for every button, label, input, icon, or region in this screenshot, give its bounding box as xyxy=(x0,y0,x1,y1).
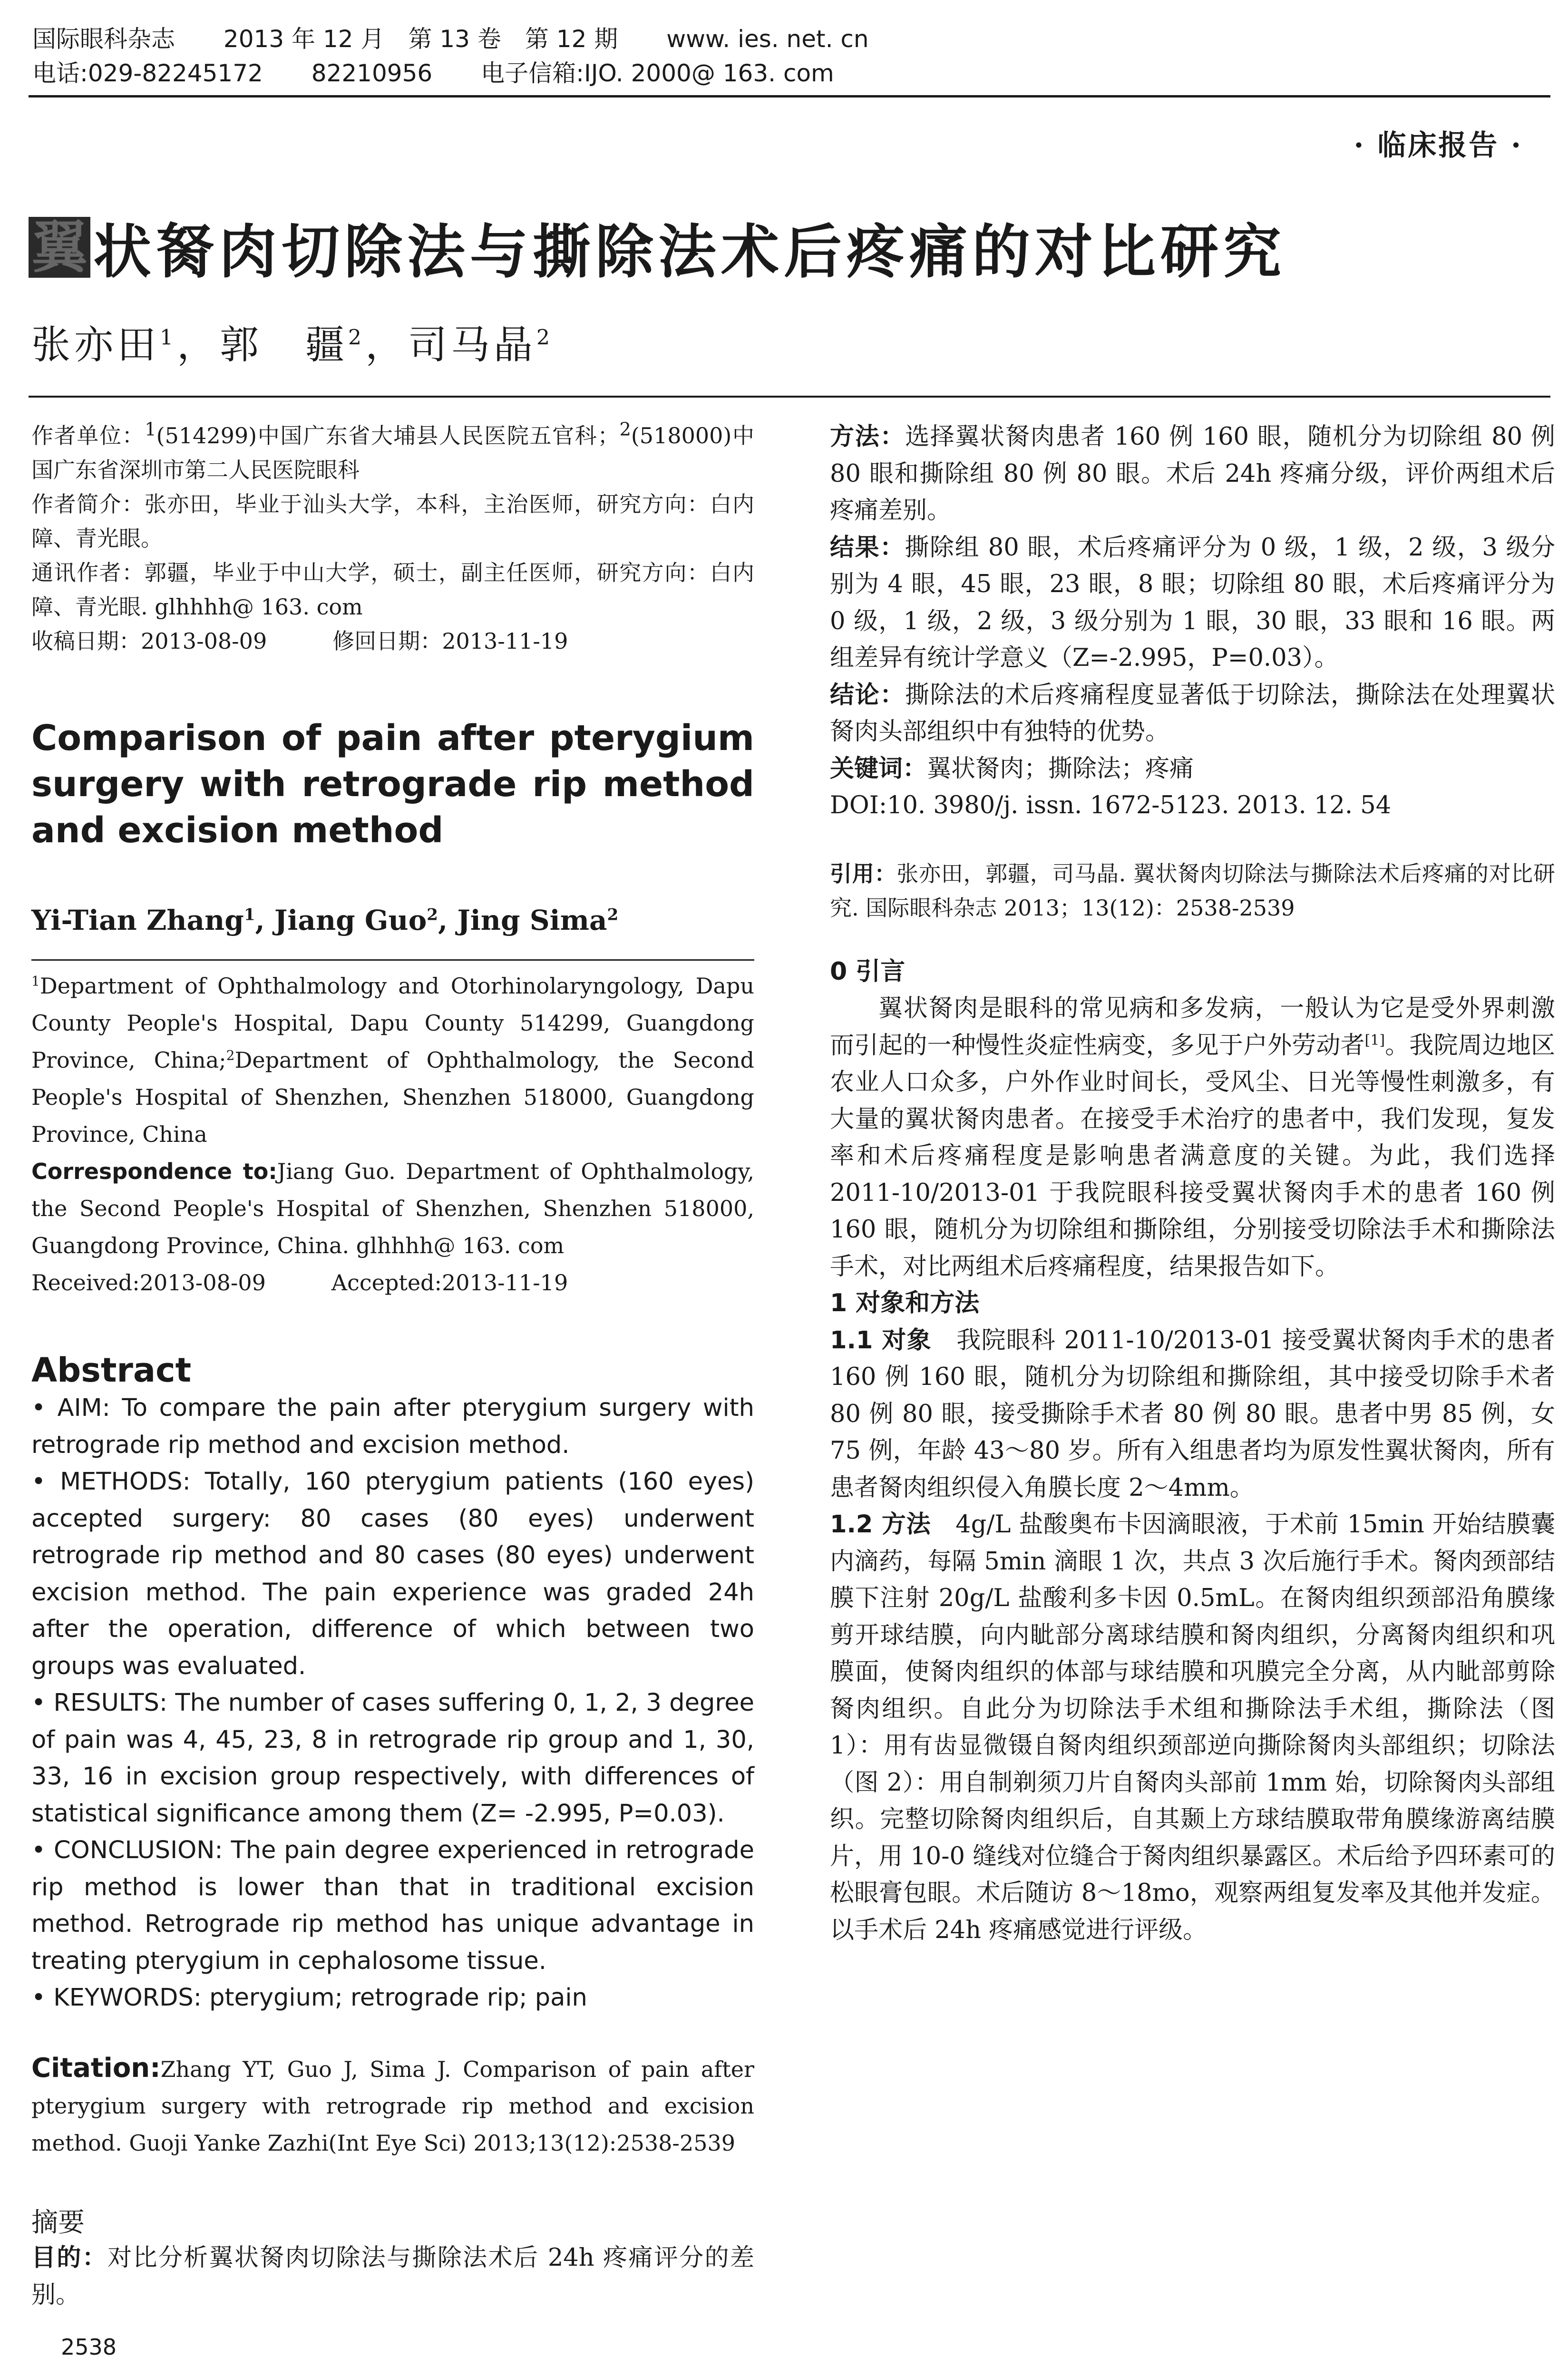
cn-citation-text: 张亦田，郭疆，司马晶. 翼状胬肉切除法与撕除法术后疼痛的对比研究. 国际眼科杂志 2013；13(12)：2538-2539 xyxy=(830,860,1556,921)
en-author-2: , Jiang Guo xyxy=(255,904,427,936)
corresponding-author: 通讯作者：郭疆，毕业于中山大学，硕士，副主任医师，研究方向：白内障、青光眼. glhhhh@ 163. com xyxy=(31,560,754,620)
conclusion-text: 撕除法的术后疼痛程度显著低于切除法，撕除法在处理翼状胬肉头部组织中有独特的优势。 xyxy=(830,681,1555,746)
affil-1: Department of Ophthalmology and Otorhinolaryngology, Dapu County People's Hospital, Dapu County 514299, Guangdong Province, China; xyxy=(31,973,754,1073)
en-dates: Received:2013-08-09 Accepted:2013-11-19 xyxy=(31,1270,568,1296)
journal-website: www. ies. net. cn xyxy=(666,25,869,53)
journal-name: 国际眼科杂志 xyxy=(32,25,175,53)
conclusion-label: 结论： xyxy=(830,681,905,709)
affil-sup-1: 1 xyxy=(31,973,40,989)
keywords-label: 关键词： xyxy=(830,754,927,783)
cn-abstract-aim xyxy=(31,2240,754,2313)
objects-label: 1.1 对象 xyxy=(830,1326,932,1354)
cn-abstract-conclusion xyxy=(830,677,1555,750)
abstract-heading: Abstract xyxy=(31,1351,192,1390)
page-number: 2538 xyxy=(61,2334,117,2360)
en-author-2-sup: 2 xyxy=(427,905,438,925)
correspondence-label: Correspondence to: xyxy=(31,1159,277,1184)
left-column xyxy=(31,419,754,2313)
en-author-3: , Jing Sima xyxy=(438,904,607,936)
author-3: ，司马晶 xyxy=(365,322,537,368)
email: 电子信箱:IJO. 2000@ 163. com xyxy=(481,59,834,87)
unit-sup-1: 1 xyxy=(145,419,156,440)
methods-label: 方法： xyxy=(830,423,906,451)
author-3-sup: 2 xyxy=(536,325,554,350)
cn-citation xyxy=(830,857,1555,925)
cn-abstract-results xyxy=(830,529,1555,677)
method-paragraph xyxy=(830,1506,1555,1948)
doi[interactable]: DOI:10. 3980/j. issn. 1672-5123. 2013. 12. 54 xyxy=(830,791,1392,819)
header-line-2 xyxy=(32,56,1554,90)
results-text: 撕除组 80 眼，术后疼痛评分为 0 级，1 级，2 级，3 级分别为 4 眼，45 眼，23 眼，8 眼；切除组 80 眼，术后疼痛评分为 0 级，1 级，2 级，3 级分别为 1 眼，30 眼，33 眼和 16 眼。两组差异有统计学意义（Z=-2.995，P=0.03）。 xyxy=(830,533,1555,672)
en-author-1: Yi-Tian Zhang xyxy=(31,904,244,936)
cn-abstract-heading: 摘要 xyxy=(31,2207,85,2238)
author-bio: 作者简介：张亦田，毕业于汕头大学，本科，主治医师，研究方向：白内障、青光眼。 xyxy=(31,491,754,551)
cn-abstract-keywords xyxy=(830,750,1555,788)
unit-sup-2: 2 xyxy=(619,419,631,440)
article-title xyxy=(29,205,1286,289)
objects-text: 我院眼科 2011-10/2013-01 接受翼状胬肉手术的患者 160 例 160 眼，随机分为切除组和撕除组，其中接受切除手术者 80 例 80 眼，接受撕除手术者 80 例 80 眼。患者中男 85 例，女 75 例，年龄 43～80 岁。所有入组患者均为原发性翼状胬肉，所有患者胬肉组织侵入角膜长度 2～4mm。 xyxy=(830,1326,1555,1502)
author-1-sup: 1 xyxy=(160,325,177,350)
title-initial: 翼 xyxy=(29,217,90,278)
right-column xyxy=(830,419,1555,1948)
aim-label: 目的： xyxy=(31,2244,108,2272)
title-text: 状胬肉切除法与撕除法术后疼痛的对比研究 xyxy=(93,218,1286,286)
method-label: 1.2 方法 xyxy=(830,1510,931,1539)
affil-sup-2: 2 xyxy=(226,1047,235,1063)
intro-heading: 0 引言 xyxy=(830,957,906,986)
header-line-1 xyxy=(32,22,1554,56)
objects-paragraph xyxy=(830,1322,1555,1507)
abstract-aim: • AIM: To compare the pain after pterygium surgery with retrograde rip method and excision method. xyxy=(31,1394,754,1459)
phone-2: 82210956 xyxy=(311,59,433,87)
intro-text-b: 。我院周边地区农业人口众多，户外作业时间长，受风尘、日光等慢性刺激多，有大量的翼状胬肉患者。在接受手术治疗的患者中，我们发现，复发率和术后疼痛程度是影响患者满意度的关键。为此，我们选择 2011-10/2013-01 于我院眼科接受翼状胬肉手术的患者 160 例 160 眼，随机分为切除组和撕除组，分别接受切除法手术和撕除法手术，对比两组术后疼痛程度，结果报告如下。 xyxy=(830,1031,1555,1281)
results-label: 结果： xyxy=(830,533,905,562)
citation-text: Zhang YT, Guo J, Sima J. Comparison of pain after pterygium surgery with retrograde rip method and excision method. Guoji Yanke Zazhi(Int Eye Sci) 2013;13(12):2538-2539 xyxy=(31,2056,754,2156)
en-author-3-sup: 2 xyxy=(607,905,619,925)
citation xyxy=(31,2050,754,2162)
abstract-results: • RESULTS: The number of cases suffering 0, 1, 2, 3 degree of pain was 4, 45, 23, 8 in retrograde rip group and 1, 30, 33, 16 in excision group respectively, with differences of statistical significance among them (Z= -2.995, P=0.03). xyxy=(31,1689,754,1828)
affil-2: Department of Ophthalmology, the Second People's Hospital of Shenzhen, Shenzhen 518000, Guangdong Province, China xyxy=(31,1047,754,1147)
english-title: Comparison of pain after pterygium surgery with retrograde rip method and excision method xyxy=(31,718,754,851)
methods-heading: 1 对象和方法 xyxy=(830,1289,980,1317)
citation-label: Citation: xyxy=(31,2052,161,2084)
unit-text-1: (514299)中国广东省大埔县人民医院五官科； xyxy=(156,423,620,448)
english-affiliations xyxy=(31,967,754,1301)
cn-abstract-methods xyxy=(830,419,1555,529)
unit-label: 作者单位： xyxy=(31,423,145,448)
correspondence xyxy=(31,1153,754,1264)
en-author-1-sup: 1 xyxy=(243,905,255,925)
correspondence-text: Jiang Guo. Department of Ophthalmology, the Second People's Hospital of Shenzhen, Shenzhen 518000, Guangdong Province, China. glhhhh@ 163. com xyxy=(31,1159,754,1258)
unit-text-2: (518000)中国广东省深圳市第二人民医院眼科 xyxy=(31,423,754,483)
journal-header xyxy=(32,22,1554,90)
cn-front-matter xyxy=(31,419,754,658)
methods-text: 选择翼状胬肉患者 160 例 160 眼，随机分为切除组 80 例 80 眼和撕除组 80 例 80 眼。术后 24h 疼痛分级，评价两组术后疼痛差别。 xyxy=(830,423,1555,525)
keywords-text: 翼状胬肉；撕除法；疼痛 xyxy=(927,754,1194,783)
received-dates: 收稿日期：2013-08-09 修回日期：2013-11-19 xyxy=(31,628,568,654)
method-text: 4g/L 盐酸奥布卡因滴眼液，于术前 15min 开始结膜囊内滴药，每隔 5min 滴眼 1 次，共点 3 次后施行手术。胬肉颈部结膜下注射 20g/L 盐酸利多卡因 0.5mL。在胬肉组织颈部沿角膜缘剪开球结膜，向内眦部分离球结膜和胬肉组织，分离胬肉组织和巩膜面，使胬肉组织的体部与球结膜和巩膜完全分离，从内眦部剪除胬肉组织。自此分为切除法手术组和撕除法手术组，撕除法（图 1）：用有齿显微镊自胬肉组织颈部逆向撕除胬肉头部组织；切除法（图 2）：用自制剃须刀片自胬肉头部前 1mm 始，切除胬肉头部组织。完整切除胬肉组织后，自其颞上方球结膜取带角膜缘游离结膜片，用 10-0 缝线对位缝合于胬肉组织暴露区。术后给予四环素可的松眼膏包眼。术后随访 8～18mo，观察两组复发率及其他并发症。以手术后 24h 疼痛感觉进行评级。 xyxy=(830,1510,1555,1944)
authors-cn xyxy=(31,314,554,370)
cn-citation-label: 引用： xyxy=(830,860,897,887)
intro-text-a: 翼状胬肉是眼科的常见病和多发病，一般认为它是受外界刺激而引起的一种慢性炎症性病变，多见于户外劳动者 xyxy=(830,994,1555,1060)
affiliation-text xyxy=(31,967,754,1153)
author-2-sup: 2 xyxy=(348,325,366,350)
header-rule xyxy=(29,95,1550,97)
authors-rule xyxy=(29,396,1550,398)
author-unit xyxy=(31,419,754,487)
phone: 电话:029-82245172 xyxy=(32,59,263,87)
issue-info: 2013 年 12 月 第 13 卷 第 12 期 xyxy=(223,25,618,53)
author-2: ，郭 疆 xyxy=(177,322,349,368)
abstract-methods: • METHODS: Totally, 160 pterygium patients (160 eyes) accepted surgery: 80 cases (80 eyes) underwent retrograde rip method and 80 cases (80 eyes) underwent excision method. The pain experience was graded 24h after the operation, difference of which between two groups was evaluated. xyxy=(31,1468,754,1680)
intro-paragraph xyxy=(830,990,1555,1285)
intro-reference[interactable]: [1] xyxy=(1364,1032,1385,1049)
aim-text: 对比分析翼状胬肉切除法与撕除法术后 24h 疼痛评分的差别。 xyxy=(31,2244,754,2309)
abstract-keywords: • KEYWORDS: pterygium; retrograde rip; pain xyxy=(31,1984,587,2012)
abstract-conclusion: • CONCLUSION: The pain degree experienced in retrograde rip method is lower than that in traditional excision method. Retrograde rip method has unique advantage in treating pterygium in cephalosome tissue. xyxy=(31,1836,754,1975)
affiliation-rule xyxy=(31,959,754,961)
abstract-body xyxy=(31,1390,754,2017)
author-1: 张亦田 xyxy=(31,322,160,368)
english-authors xyxy=(31,904,754,936)
section-tag: · 临床报告 · xyxy=(1354,129,1523,162)
